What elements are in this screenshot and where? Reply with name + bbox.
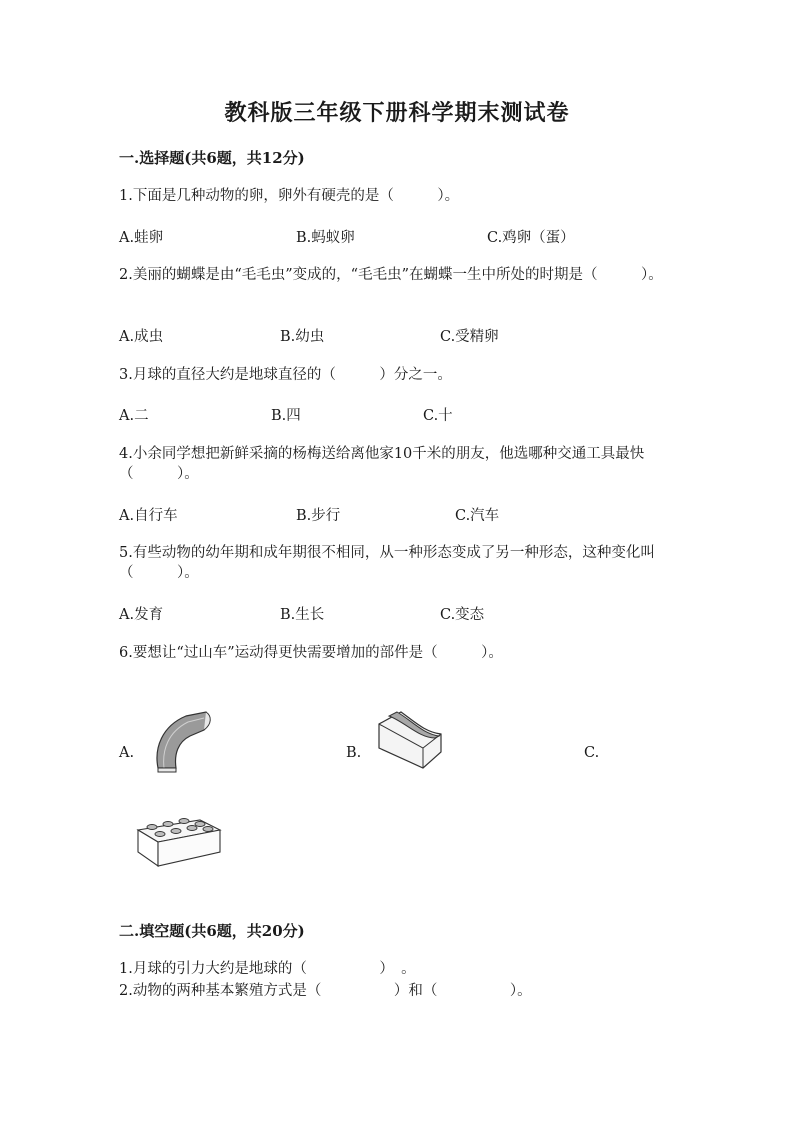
- q5-option-c: C.变态: [440, 607, 485, 623]
- page-title: 教科版三年级下册科学期末测试卷: [224, 100, 570, 126]
- question-3: 3.月球的直径大约是地球直径的（ ）分之一。: [119, 367, 452, 383]
- q2-option-c: C.受精卵: [440, 329, 499, 345]
- q3-option-c: C.十: [423, 408, 453, 424]
- q2-option-b: B.幼虫: [280, 329, 325, 345]
- fill-question-1: 1.月球的引力大约是地球的（ ） 。: [119, 961, 416, 977]
- question-4: 4.小余同学想把新鲜采摘的杨梅送给离他家10千米的朋友，他选哪种交通工具最快（ ）。: [119, 446, 645, 482]
- q4-option-b: B.步行: [296, 508, 341, 524]
- q4-option-c: C.汽车: [455, 508, 500, 524]
- q3-option-a: A.二: [119, 408, 149, 424]
- question-6: 6.要想让“过山车”运动得更快需要增加的部件是（ ）。: [119, 645, 503, 661]
- q4-option-a: A.自行车: [119, 508, 178, 524]
- question-2: 2.美丽的蝴蝶是由“毛毛虫”变成的，“毛毛虫”在蝴蝶一生中所处的时期是（ ）。: [119, 267, 663, 283]
- q3-option-b: B.四: [271, 408, 301, 424]
- curved-track-icon: [150, 708, 220, 774]
- q1-option-c: C.鸡卵（蛋）: [487, 230, 575, 246]
- q6-option-a-label: A.: [119, 745, 135, 761]
- q6-option-b-label: B.: [346, 745, 362, 761]
- brick-block-icon: [134, 808, 224, 868]
- q5-option-b: B.生长: [280, 607, 325, 623]
- slope-track-icon: [375, 708, 447, 770]
- section-heading-fill: 二.填空题(共6题，共20分): [119, 922, 305, 940]
- q1-option-a: A.蛙卵: [119, 230, 164, 246]
- q5-option-a: A.发育: [119, 607, 164, 623]
- q2-option-a: A.成虫: [119, 329, 164, 345]
- q1-option-b: B.蚂蚁卵: [296, 230, 355, 246]
- question-1: 1.下面是几种动物的卵，卵外有硬壳的是（ ）。: [119, 188, 460, 204]
- q6-option-c-label: C.: [584, 745, 600, 761]
- section-heading-choice: 一.选择题(共6题，共12分): [119, 149, 305, 167]
- question-5: 5.有些动物的幼年期和成年期很不相同，从一种形态变成了另一种形态，这种变化叫（ ）。: [119, 545, 655, 581]
- fill-question-2: 2.动物的两种基本繁殖方式是（ ）和（ ）。: [119, 983, 532, 999]
